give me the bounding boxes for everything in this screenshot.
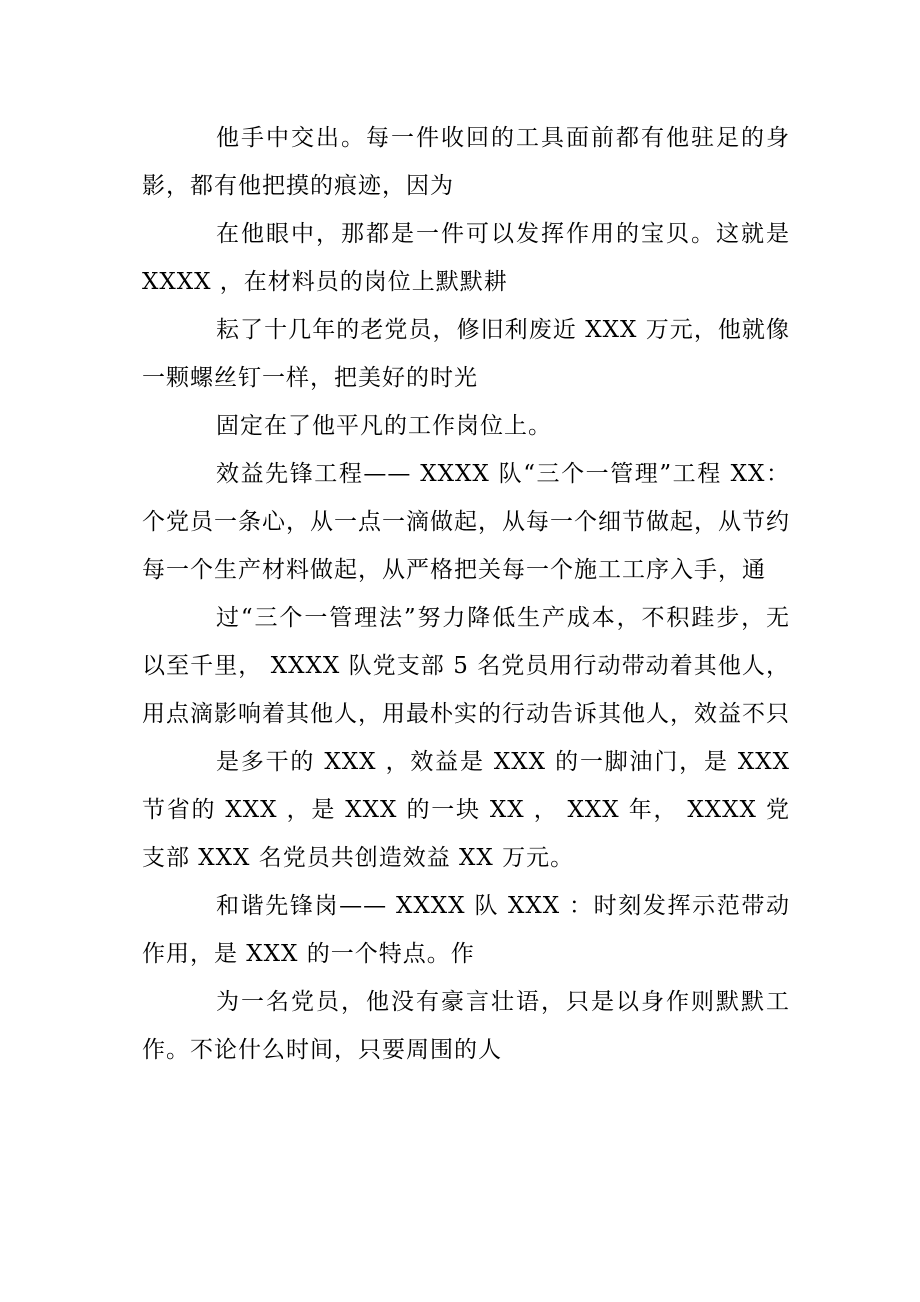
paragraph-6: 过“三个一管理法”努力降低生产成本，不积跬步，无以至千里， XXXX 队党支部 5 名党员用行动带动着其他人，用点滴影响着其他人，用最朴实的行动告诉其他人，效益不只 [142,605,790,727]
paragraph-8: 和谐先锋岗—— XXXX 队 XXX ：时刻发挥示范带动作用，是 XXX 的一个特点。作 [142,893,790,967]
paragraph-9: 为一名党员，他没有豪言壮语，只是以身作则默默工作。不论什么时间，只要周围的人 [142,989,790,1063]
document-body [142,114,790,1074]
paragraph-2: 在他眼中，那都是一件可以发挥作用的宝贝。这就是 XXXX ，在材料员的岗位上默默耕 [142,221,790,295]
paragraph-4: 固定在了他平凡的工作岗位上。 [216,413,552,439]
paragraph-7: 是多干的 XXX ，效益是 XXX 的一脚油门，是 XXX 节省的 XXX ，是 XXX 的一块 XX ， XXX 年， XXXX 党支部 XXX 名党员共创造效益 XX 万元。 [142,749,790,871]
paragraph-1: 他手中交出。每一件收回的工具面前都有他驻足的身影，都有他把摸的痕迹，因为 [142,125,790,199]
paragraph-3: 耘了十几年的老党员，修旧利废近 XXX 万元，他就像一颗螺丝钉一样，把美好的时光 [142,317,790,391]
paragraph-5: 效益先锋工程—— XXXX 队“三个一管理”工程 XX：个党员一条心，从一点一滴做起，从每一个细节做起，从节约每一个生产材料做起，从严格把关每一个施工工序入手，通 [142,461,790,583]
